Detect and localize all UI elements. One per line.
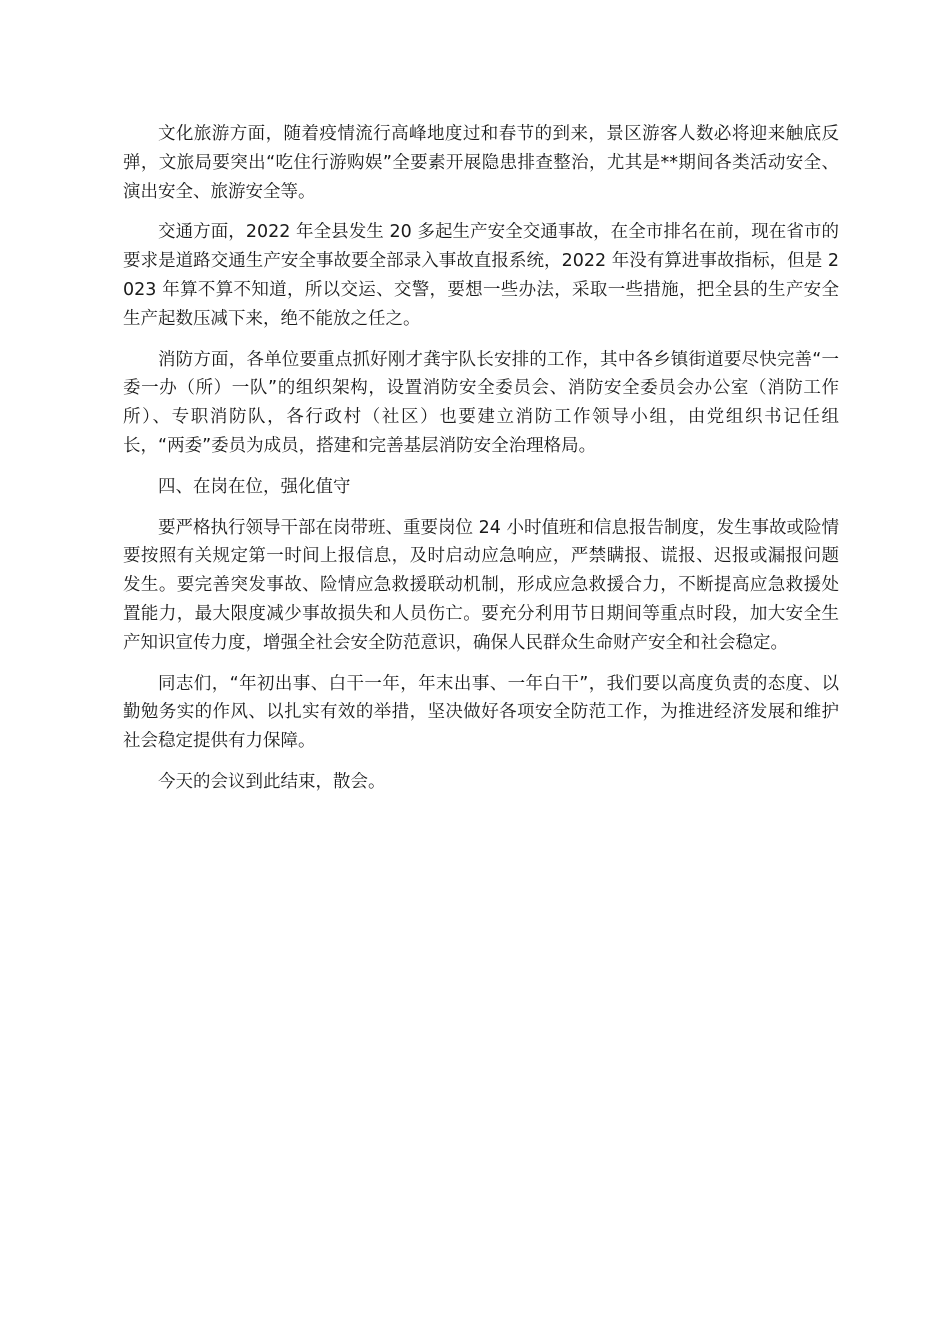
paragraph-culture-tourism: 文化旅游方面，随着疫情流行高峰地度过和春节的到来，景区游客人数必将迎来触底反弹，文旅局要突出“吃住行游购娱”全要素开展隐患排查整治，尤其是**期间各类活动安全、演出安全、旅游安全等。 (123, 124, 839, 202)
paragraph-duty: 要严格执行领导干部在岗带班、重要岗位 24 小时值班和信息报告制度，发生事故或险情要按照有关规定第一时间上报信息，及时启动应急响应，严禁瞒报、谎报、迟报或漏报问题发生。要完善突发事故、险情应急救援联动机制，形成应急救援合力，不断提高应急救援处置能力，最大限度减少事故损失和人员伤亡。要充分利用节日期间等重点时段，加大安全生产知识宣传力度，增强全社会安全防范意识，确保人民群众生命财产安全和社会稳定。 (123, 517, 839, 653)
paragraph-closing: 今天的会议到此结束，散会。 (158, 771, 386, 792)
section-heading: 四、在岗在位，强化值守 (158, 476, 351, 497)
paragraph-fire-safety: 消防方面，各单位要重点抓好刚才龚宇队长安排的工作，其中各乡镇街道要尽快完善“一委一办（所）一队”的组织架构，设置消防安全委员会、消防安全委员会办公室（消防工作所）、专职消防队，各行政村（社区）也要建立消防工作领导小组，由党组织书记任组长，“两委”委员为成员，搭建和完善基层消防安全治理格局。 (123, 349, 839, 456)
document-body (123, 120, 839, 809)
paragraph-traffic: 交通方面，2022 年全县发生 20 多起生产安全交通事故，在全市排名在前，现在省市的要求是道路交通生产安全事故要全部录入事故直报系统，2022 年没有算进事故指标，但是 2023 年算不算不知道，所以交运、交警，要想一些办法，采取一些措施，把全县的生产安全生产起数压减下来，绝不能放之任之。 (123, 222, 839, 329)
paragraph-comrades: 同志们，“年初出事、白干一年，年末出事、一年白干”，我们要以高度负责的态度、以勤勉务实的作风、以扎实有效的举措，坚决做好各项安全防范工作，为推进经济发展和维护社会稳定提供有力保障。 (123, 673, 839, 752)
